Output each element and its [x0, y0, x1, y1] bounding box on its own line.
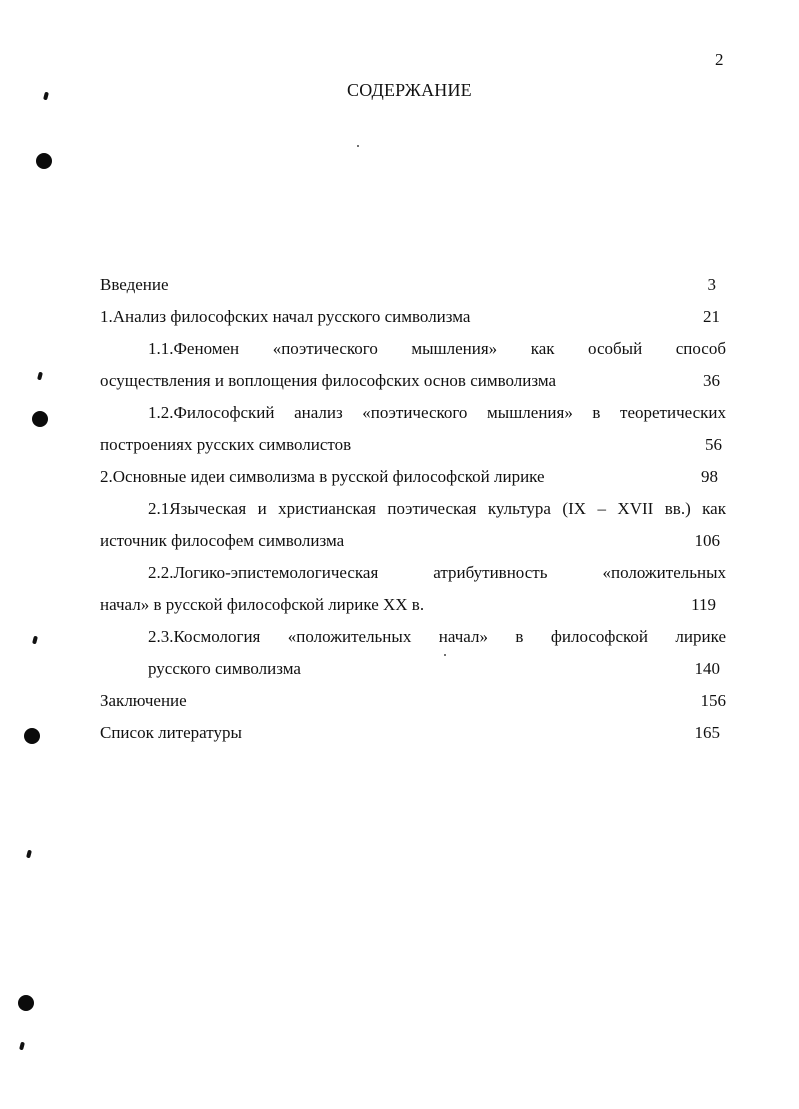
toc-entry-page: 165 [694, 723, 720, 742]
toc-entry-section-1-2[interactable] [100, 397, 726, 461]
scan-speck [357, 145, 359, 147]
toc-entry-introduction[interactable] [100, 269, 726, 301]
toc-entry-title: Список литературы [100, 723, 242, 742]
toc-entry-title-line2: построениях русских символистов [100, 435, 352, 454]
toc-entry-conclusion[interactable] [100, 685, 726, 717]
toc-entry-bibliography[interactable] [100, 717, 726, 749]
toc-entry-title-line1: 2.1Языческая и христианская поэтическая культура (IX – XVII вв.) как [148, 499, 726, 518]
toc-entry-title-line2: русского символизма [148, 659, 301, 678]
toc-entry-section-2-1[interactable] [100, 493, 726, 557]
toc-entry-title-line1: 1.1.Феномен «поэтического мышления» как особый способ [148, 339, 726, 358]
toc-entry-page: 56 [705, 435, 722, 454]
toc-entry-page: 140 [694, 659, 720, 678]
toc-entry-page: 156 [700, 691, 726, 710]
toc-entry-title: 2.Основные идеи символизма в русской философской лирике [100, 467, 545, 486]
toc-entry-section-2-3[interactable] [100, 621, 726, 685]
punch-hole [24, 728, 40, 744]
toc-entry-title-line2: осуществления и воплощения философских основ символизма [100, 371, 557, 390]
toc-entry-chapter-1[interactable] [100, 301, 726, 333]
toc-entry-section-1-1[interactable] [100, 333, 726, 397]
toc-entry-page: 119 [691, 595, 716, 614]
toc-entry-title: Введение [100, 275, 169, 294]
toc-entry-title-line1: 2.2.Логико-эпистемологическая атрибутивность «положительных [148, 563, 726, 582]
scan-mark [26, 850, 32, 859]
page-number: 2 [715, 50, 724, 69]
toc-entry-page: 98 [701, 467, 718, 486]
toc-entry-title-line2: начал» в русской философской лирике XX в. [100, 595, 425, 614]
toc-entry-section-2-2[interactable] [100, 557, 726, 621]
toc-entry-title-line1: 1.2.Философский анализ «поэтического мышления» в теоретических [148, 403, 726, 422]
toc-entry-title: 1.Анализ философских начал русского символизма [100, 307, 471, 326]
toc-entry-page: 3 [707, 275, 716, 294]
scan-mark [32, 636, 38, 645]
toc-entry-title: Заключение [100, 691, 187, 710]
toc-entry-page: 21 [703, 307, 720, 326]
toc-entry-title-line2: источник философем символизма [100, 531, 345, 550]
toc-entry-page: 106 [694, 531, 720, 550]
page-title: СОДЕРЖАНИЕ [347, 80, 472, 100]
toc-entry-chapter-2[interactable] [100, 461, 726, 493]
table-of-contents [100, 269, 726, 749]
punch-hole [32, 411, 48, 427]
scan-mark [37, 372, 43, 381]
toc-entry-title-line1: 2.3.Космология «положительных начал» в философской лирике [148, 627, 726, 646]
punch-hole [36, 153, 52, 169]
scan-mark [43, 92, 49, 101]
punch-hole [18, 995, 34, 1011]
toc-entry-page: 36 [703, 371, 720, 390]
scan-mark [19, 1042, 25, 1051]
